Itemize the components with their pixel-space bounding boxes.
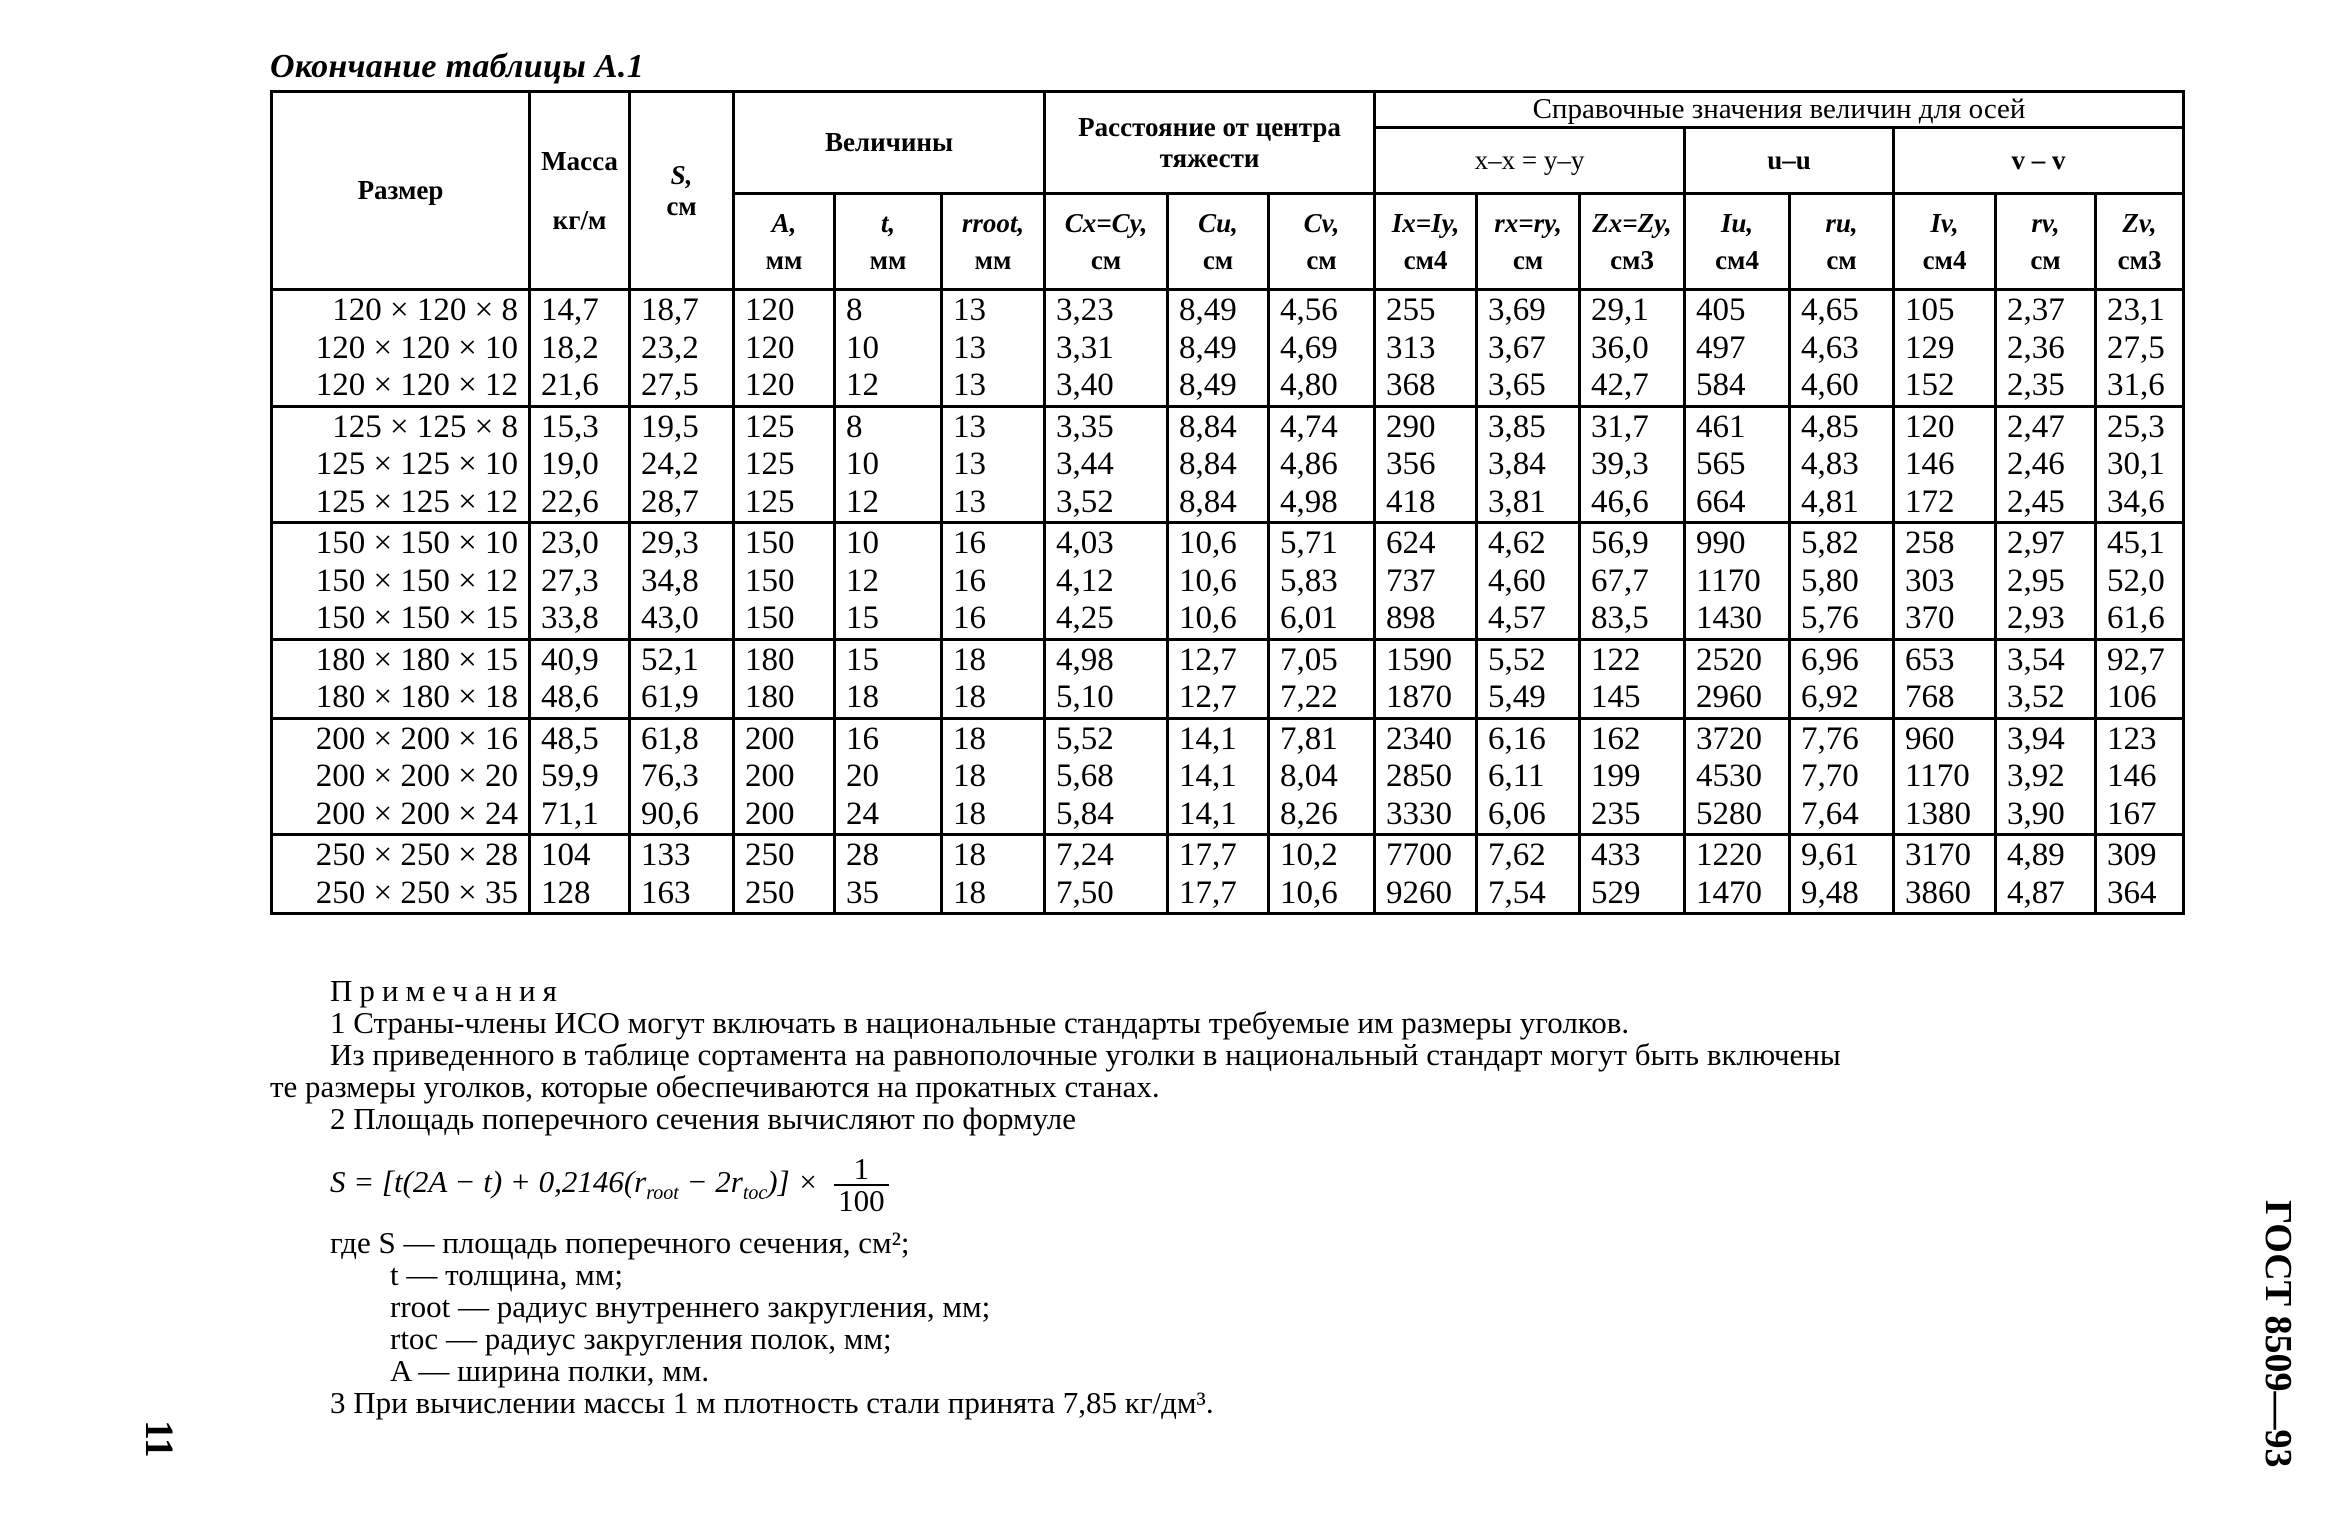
table-cell: 250 × 250 × 28 250 × 250 × 35 — [272, 835, 530, 914]
table-cell: 7,05 7,22 — [1269, 639, 1375, 718]
header-mass: Масса кг/м — [530, 92, 630, 290]
table-cell: 3,94 3,92 3,90 — [1996, 718, 2096, 835]
table-cell: 4,85 4,83 4,81 — [1790, 406, 1894, 523]
table-cell: 8,49 8,49 8,49 — [1168, 290, 1269, 407]
table-cell: 3,54 3,52 — [1996, 639, 2096, 718]
table-cell: 125 125 125 — [734, 406, 835, 523]
header-axis-vv: v – v — [1894, 128, 2184, 194]
table-cell: 52,1 61,9 — [630, 639, 734, 718]
table-cell: 122 145 — [1580, 639, 1685, 718]
table-cell: 8,84 8,84 8,84 — [1168, 406, 1269, 523]
table-cell: 1220 1470 — [1685, 835, 1790, 914]
table-cell: 3720 4530 5280 — [1685, 718, 1790, 835]
table-cell: 105 129 152 — [1894, 290, 1996, 407]
note-1b-rest: те размеры уголков, которые обеспечиваются на прокатных станах. — [270, 1069, 1160, 1104]
where-t: t — толщина, мм; — [390, 1257, 623, 1292]
header-col-11: Iv, см4 — [1894, 194, 1996, 290]
header-area: S, см — [630, 92, 734, 290]
table-cell: 23,0 27,3 33,8 — [530, 523, 630, 640]
table-row — [272, 406, 2184, 523]
table-row — [272, 718, 2184, 835]
table-cell: 12,7 12,7 — [1168, 639, 1269, 718]
table-caption: Окончание таблицы А.1 — [270, 48, 644, 85]
table-cell: 3,23 3,31 3,40 — [1045, 290, 1168, 407]
header-col-7: rx=ry, см — [1477, 194, 1580, 290]
table-cell: 8 10 12 — [835, 406, 942, 523]
page-number: 11 — [137, 1420, 182, 1458]
table-cell: 990 1170 1430 — [1685, 523, 1790, 640]
table-cell: 309 364 — [2096, 835, 2184, 914]
table-cell: 104 128 — [530, 835, 630, 914]
table-cell: 6,96 6,92 — [1790, 639, 1894, 718]
table-cell: 150 × 150 × 10 150 × 150 × 12 150 × 150 × 15 — [272, 523, 530, 640]
table-cell: 4,56 4,69 4,80 — [1269, 290, 1375, 407]
table-cell: 15 18 — [835, 639, 942, 718]
table-cell: 4,62 4,60 4,57 — [1477, 523, 1580, 640]
notes-heading: Примечания — [330, 973, 564, 1008]
table-cell: 255 313 368 — [1375, 290, 1477, 407]
table-cell: 3170 3860 — [1894, 835, 1996, 914]
table-cell: 13 13 13 — [942, 406, 1045, 523]
table-cell: 9,61 9,48 — [1790, 835, 1894, 914]
table-cell: 31,7 39,3 46,6 — [1580, 406, 1685, 523]
table-cell: 4,65 4,63 4,60 — [1790, 290, 1894, 407]
table-cell: 4,03 4,12 4,25 — [1045, 523, 1168, 640]
table-cell: 405 497 584 — [1685, 290, 1790, 407]
table-cell: 2,47 2,46 2,45 — [1996, 406, 2096, 523]
table-cell: 48,5 59,9 71,1 — [530, 718, 630, 835]
table-cell: 653 768 — [1894, 639, 1996, 718]
where-a: A — ширина полки, мм. — [390, 1353, 710, 1388]
note-1b-first: Из приведенного в таблице сортамента на равнополочные уголки в национальный стандарт могут быть включены — [330, 1037, 1841, 1072]
table-cell: 180 180 — [734, 639, 835, 718]
table-cell: 15,3 19,0 22,6 — [530, 406, 630, 523]
header-col-0: A, мм — [734, 194, 835, 290]
table-cell: 18 18 — [942, 639, 1045, 718]
standard-designation: ГОСТ 8509—93 — [2257, 1200, 2299, 1468]
table-cell: 29,3 34,8 43,0 — [630, 523, 734, 640]
table-row — [272, 835, 2184, 914]
header-col-5: Cv, см — [1269, 194, 1375, 290]
table-cell: 92,7 106 — [2096, 639, 2184, 718]
table-cell: 250 250 — [734, 835, 835, 914]
table-cell: 2,97 2,95 2,93 — [1996, 523, 2096, 640]
table-cell: 18 18 18 — [942, 718, 1045, 835]
table-cell: 14,7 18,2 21,6 — [530, 290, 630, 407]
table-cell: 624 737 898 — [1375, 523, 1477, 640]
table-cell: 2520 2960 — [1685, 639, 1790, 718]
header-col-4: Cu, см — [1168, 194, 1269, 290]
where-rtoc: rtoc — радиус закругления полок, мм; — [390, 1321, 892, 1356]
table-cell: 5,71 5,83 6,01 — [1269, 523, 1375, 640]
header-col-10: ru, см — [1790, 194, 1894, 290]
header-col-3: Cx=Cy, см — [1045, 194, 1168, 290]
table-cell: 18 18 — [942, 835, 1045, 914]
header-size: Размер — [272, 92, 530, 290]
table-cell: 40,9 48,6 — [530, 639, 630, 718]
table-cell: 17,7 17,7 — [1168, 835, 1269, 914]
table-cell: 3,35 3,44 3,52 — [1045, 406, 1168, 523]
table-cell: 5,82 5,80 5,76 — [1790, 523, 1894, 640]
table-cell: 23,1 27,5 31,6 — [2096, 290, 2184, 407]
table-cell: 200 × 200 × 16 200 × 200 × 20 200 × 200 × 24 — [272, 718, 530, 835]
table-cell: 133 163 — [630, 835, 734, 914]
note-2: 2 Площадь поперечного сечения вычисляют по формуле — [330, 1101, 1076, 1136]
table-cell: 5,52 5,49 — [1477, 639, 1580, 718]
table-cell: 19,5 24,2 28,7 — [630, 406, 734, 523]
header-values-group: Величины — [734, 92, 1045, 194]
header-col-13: Zv, см3 — [2096, 194, 2184, 290]
table-cell: 10,6 10,6 10,6 — [1168, 523, 1269, 640]
header-col-9: Iu, см4 — [1685, 194, 1790, 290]
header-col-1: t, мм — [835, 194, 942, 290]
where-rroot: rroot — радиус внутреннего закругления, мм; — [390, 1289, 991, 1324]
note-1: 1 Страны-члены ИСО могут включать в национальные стандарты требуемые им размеры уголков. — [330, 1005, 1630, 1040]
table-cell: 45,1 52,0 61,6 — [2096, 523, 2184, 640]
header-col-12: rv, см — [1996, 194, 2096, 290]
table-cell: 290 356 418 — [1375, 406, 1477, 523]
table-cell: 7,62 7,54 — [1477, 835, 1580, 914]
area-formula: $S = [t(2A - t) + 0,2146(r_{root} - 2r_{toc})]$ × $\frac{1}{100}$ — [270, 1149, 2182, 1215]
table-cell: 120 × 120 × 8 120 × 120 × 10 120 × 120 × 12 — [272, 290, 530, 407]
header-reference-group: Справочные значения величин для осей — [1375, 92, 2184, 128]
table-cell: 4,74 4,86 4,98 — [1269, 406, 1375, 523]
angle-steel-table — [270, 90, 2185, 915]
header-col-2: rroot, мм — [942, 194, 1045, 290]
table-cell: 120 146 172 — [1894, 406, 1996, 523]
table-cell: 2,37 2,36 2,35 — [1996, 290, 2096, 407]
table-cell: 258 303 370 — [1894, 523, 1996, 640]
header-distance-group: Расстояние от центра тяжести — [1045, 92, 1375, 194]
header-axis-uu: u–u — [1685, 128, 1894, 194]
table-cell: 120 120 120 — [734, 290, 835, 407]
table-cell: 7,24 7,50 — [1045, 835, 1168, 914]
table-cell: 6,16 6,11 6,06 — [1477, 718, 1580, 835]
table-cell: 61,8 76,3 90,6 — [630, 718, 734, 835]
table-cell: 5,52 5,68 5,84 — [1045, 718, 1168, 835]
table-cell: 125 × 125 × 8 125 × 125 × 10 125 × 125 × 12 — [272, 406, 530, 523]
where-s: где S — площадь поперечного сечения, см²; — [330, 1225, 910, 1260]
table-cell: 25,3 30,1 34,6 — [2096, 406, 2184, 523]
table-cell: 960 1170 1380 — [1894, 718, 1996, 835]
table-cell: 8 10 12 — [835, 290, 942, 407]
header-axis-xy: x–x = y–y — [1375, 128, 1685, 194]
table-cell: 150 150 150 — [734, 523, 835, 640]
table-cell: 18,7 23,2 27,5 — [630, 290, 734, 407]
table-cell: 28 35 — [835, 835, 942, 914]
table-cell: 162 199 235 — [1580, 718, 1685, 835]
table-cell: 10,2 10,6 — [1269, 835, 1375, 914]
header-col-8: Zx=Zy, см3 — [1580, 194, 1685, 290]
table-cell: 433 529 — [1580, 835, 1685, 914]
table-row — [272, 290, 2184, 407]
header-col-6: Ix=Iy, см4 — [1375, 194, 1477, 290]
note-3: 3 При вычислении массы 1 м плотность стали принята 7,85 кг/дм³. — [330, 1385, 1214, 1420]
table-cell: 180 × 180 × 15 180 × 180 × 18 — [272, 639, 530, 718]
table-cell: 461 565 664 — [1685, 406, 1790, 523]
table-cell: 7700 9260 — [1375, 835, 1477, 914]
table-cell: 13 13 13 — [942, 290, 1045, 407]
table-cell: 7,76 7,70 7,64 — [1790, 718, 1894, 835]
table-cell: 56,9 67,7 83,5 — [1580, 523, 1685, 640]
table-cell: 2340 2850 3330 — [1375, 718, 1477, 835]
table-cell: 200 200 200 — [734, 718, 835, 835]
table-cell: 3,85 3,84 3,81 — [1477, 406, 1580, 523]
table-cell: 123 146 167 — [2096, 718, 2184, 835]
table-row — [272, 639, 2184, 718]
table-cell: 1590 1870 — [1375, 639, 1477, 718]
table-cell: 7,81 8,04 8,26 — [1269, 718, 1375, 835]
table-cell: 16 20 24 — [835, 718, 942, 835]
table-cell: 3,69 3,67 3,65 — [1477, 290, 1580, 407]
table-cell: 14,1 14,1 14,1 — [1168, 718, 1269, 835]
table-cell: 4,98 5,10 — [1045, 639, 1168, 718]
table-cell: 16 16 16 — [942, 523, 1045, 640]
table-cell: 29,1 36,0 42,7 — [1580, 290, 1685, 407]
table-row — [272, 523, 2184, 640]
table-cell: 4,89 4,87 — [1996, 835, 2096, 914]
table-cell: 10 12 15 — [835, 523, 942, 640]
notes-block — [270, 975, 2182, 1419]
